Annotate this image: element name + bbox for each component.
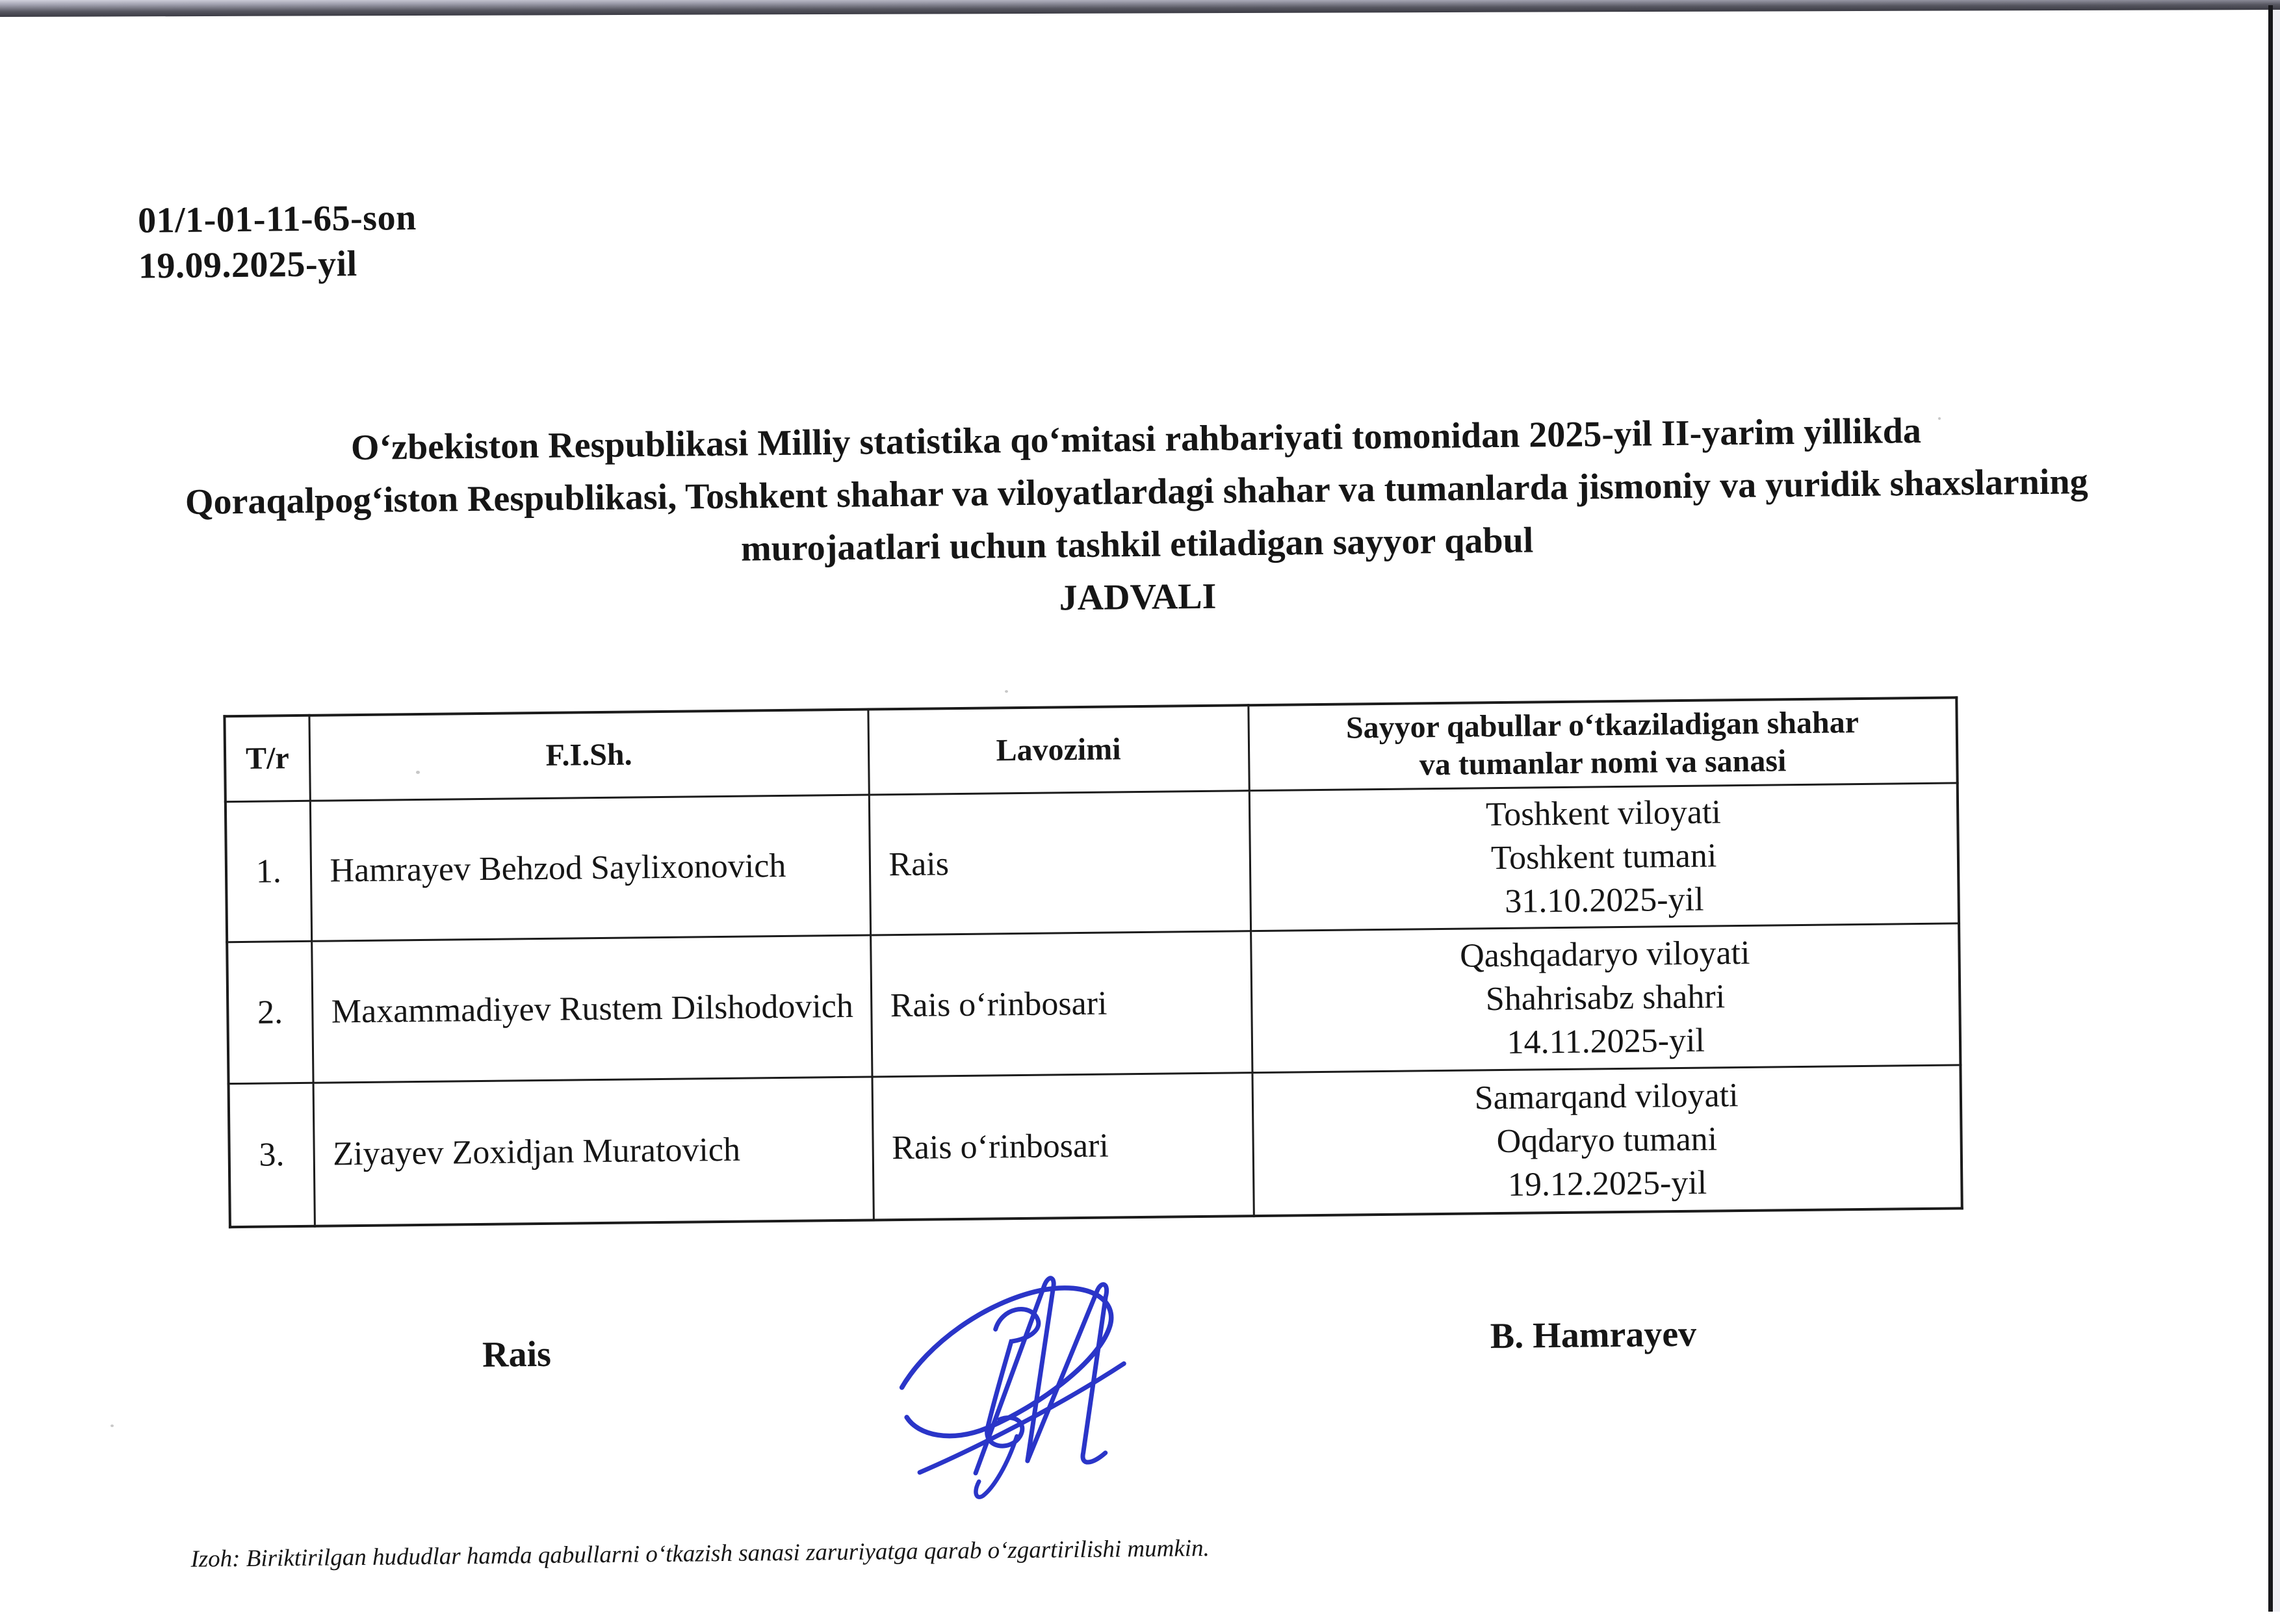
header-cell-name: F.I.Sh. [309,710,868,801]
place-date: 19.12.2025-yil [1507,1164,1707,1204]
header-cell-num: T/r [224,715,309,802]
row-place [1250,923,1960,1073]
scan-speck [1005,690,1008,693]
header-place-line-2: va tumanlar nomi va sanasi [1419,743,1787,782]
document-reference [138,195,417,289]
row-place [1252,1065,1962,1216]
row-number: 2. [227,941,313,1083]
row-position: Rais [869,791,1250,935]
row-name: Ziyayev Zoxidjan Muratovich [313,1077,874,1226]
row-number: 1. [226,801,311,942]
document-title [0,401,2278,636]
table-row [229,1065,1962,1227]
place-region: Samarqand viloyati [1474,1076,1739,1117]
table-row [226,783,1959,942]
row-name: Hamrayev Behzod Saylixonovich [310,795,870,941]
title-line-1: O‘zbekiston Respublikasi Milliy statistika qo‘mitasi rahbariyati tomonidan 2025-yil II-yarim yillikda [350,410,1922,469]
row-position: Rais o‘rinbosari [872,1073,1253,1220]
place-district: Toshkent tumani [1490,837,1717,877]
place-district: Oqdaryo tumani [1496,1120,1718,1160]
header-place-line-1: Sayyor qabullar o‘tkaziladigan shahar [1345,705,1859,745]
header-cell-position: Lavozimi [868,705,1249,795]
row-name: Maxammadiyev Rustem Dilshodovich [311,935,872,1083]
scan-speck [1938,417,1941,420]
footnote-text: Izoh: Biriktirilgan hududlar hamda qabullarni o‘tkazish sanasi zaruriyatga qarab o‘zgartirilishi mumkin. [190,1534,1210,1573]
scan-speck [110,1424,114,1427]
place-region: Toshkent viloyati [1485,793,1722,834]
scanner-right-edge-line [2268,5,2273,1612]
row-number: 3. [229,1083,315,1226]
signature-ink [888,1265,1163,1507]
row-place [1249,783,1959,931]
header-cell-place [1248,697,1957,790]
row-position: Rais o‘rinbosari [870,931,1252,1077]
place-date: 31.10.2025-yil [1504,881,1704,920]
place-region: Qashqadaryo viloyati [1459,934,1750,975]
title-line-2: Qoraqalpog‘iston Respublikasi, Toshkent shahar va viloyatlardagi shahar va tumanlarda jismoniy va yuridik shaxslarning [185,461,2088,522]
title-line-3: murojaatlari uchun tashkil etiladigan sayyor qabul [740,520,1534,569]
table-row [227,923,1960,1084]
signer-role-label: Rais [482,1334,552,1375]
signer-name: B. Hamrayev [1490,1313,1697,1357]
schedule-table [223,696,1963,1228]
reference-number: 01/1-01-11-65-son [137,197,417,241]
place-date: 14.11.2025-yil [1507,1022,1705,1061]
place-district: Shahrisabz shahri [1485,978,1726,1018]
scan-speck [416,771,420,774]
title-jadvali: JADVALI [1059,576,1217,619]
reference-date: 19.09.2025-yil [138,243,358,287]
